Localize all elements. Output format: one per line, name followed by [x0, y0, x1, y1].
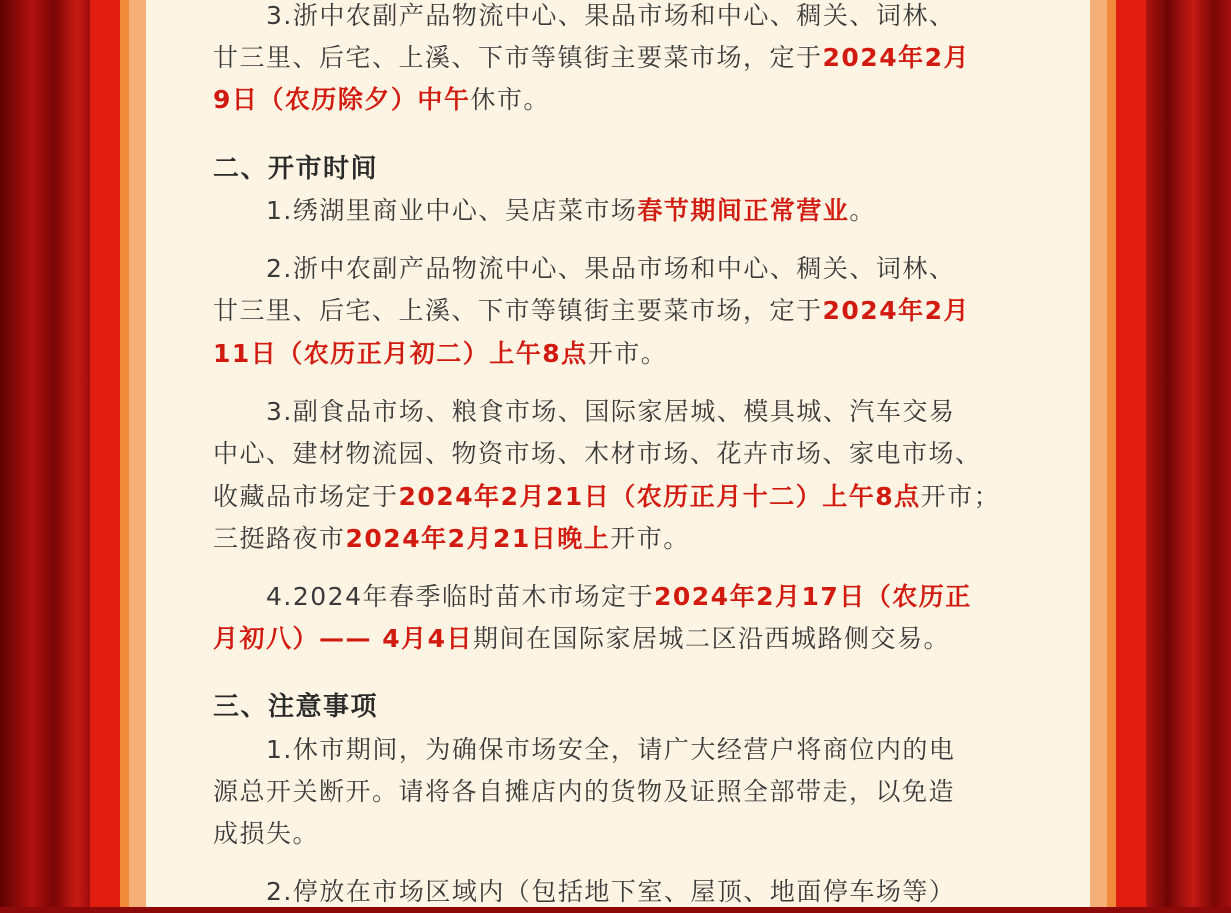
section-heading-opening: 二、开市时间 — [213, 154, 379, 184]
opening-item2-line3: 11日（农历正月初二）上午8点开市。 — [213, 339, 668, 368]
notes-item2-line1: 2.停放在市场区域内（包括地下室、屋顶、地面停车场等） — [213, 877, 956, 906]
notes-item1-line1: 1.休市期间，为确保市场安全，请广大经营户将商位内的电 — [213, 735, 956, 764]
opening-item2-line2: 廿三里、后宅、上溪、下市等镇街主要菜市场，定于2024年2月 — [213, 296, 970, 325]
curtain-left — [0, 0, 90, 907]
opening-item3-line4: 三挺路夜市2024年2月21日晚上开市。 — [213, 524, 690, 553]
closing-item3-line1: 3.浙中农副产品物流中心、果品市场和中心、稠关、词林、 — [213, 1, 956, 30]
opening-item3-line1: 3.副食品市场、粮食市场、国际家居城、模具城、汽车交易 — [213, 397, 956, 426]
opening-item4-line2: 月初八）—— 4月4日期间在国际家居城二区沿西城路侧交易。 — [213, 624, 951, 653]
opening-item4-line1: 4.2024年春季临时苗木市场定于2024年2月17日（农历正 — [213, 582, 972, 611]
closing-item3-line3: 9日（农历除夕）中午休市。 — [213, 85, 550, 114]
section-heading-notes: 三、注意事项 — [213, 692, 379, 722]
curtain-right — [1146, 0, 1231, 907]
notes-item1-line2: 源总开关断开。请将各自摊店内的货物及证照全部带走，以免造 — [213, 777, 956, 806]
opening-item2-line1: 2.浙中农副产品物流中心、果品市场和中心、稠关、词林、 — [213, 254, 956, 283]
opening-item3-line2: 中心、建材物流园、物资市场、木材市场、花卉市场、家电市场、 — [213, 439, 982, 468]
notes-item1-line3: 成损失。 — [213, 819, 320, 848]
opening-item3-line3: 收藏品市场定于2024年2月21日（农历正月十二）上午8点开市； — [213, 482, 1001, 511]
opening-item1: 1.绣湖里商业中心、吴店菜市场春节期间正常营业。 — [213, 196, 876, 225]
closing-item3-line2: 廿三里、后宅、上溪、下市等镇街主要菜市场，定于2024年2月 — [213, 43, 970, 72]
